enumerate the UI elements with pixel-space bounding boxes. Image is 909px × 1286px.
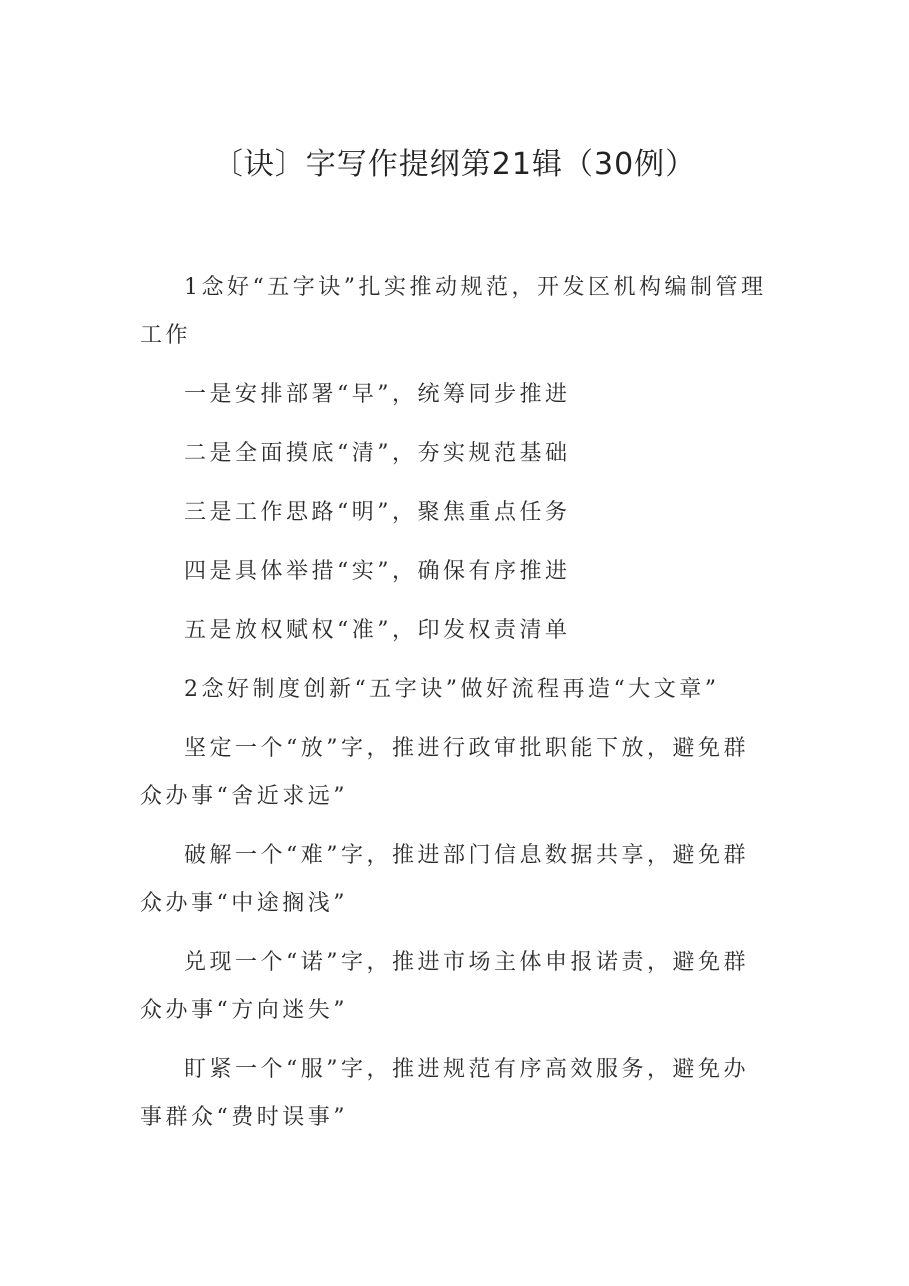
paragraph: 盯紧一个“服”字，推进规范有序高效服务，避免办事群众“费时误事” — [140, 1057, 749, 1130]
paragraph: 2念好制度创新“五字诀”做好流程再造“大文章” — [184, 677, 720, 702]
document-body — [140, 264, 772, 1153]
paragraph: 五是放权赋权“准”，印发权责清单 — [184, 618, 571, 643]
document-title: 〔诀〕字写作提纲第21辑（30例） — [212, 147, 697, 182]
paragraph: 一是安排部署“早”，统筹同步推进 — [184, 382, 571, 407]
paragraph: 破解一个“难”字，推进部门信息数据共享，避免群众办事“中途搁浅” — [140, 843, 749, 916]
paragraph: 兑现一个“诺”字，推进市场主体申报诺责，避免群众办事“方向迷失” — [140, 950, 749, 1023]
paragraph: 1念好“五字诀”扎实推动规范，开发区机构编制管理工作 — [140, 275, 767, 348]
paragraph: 三是工作思路“明”，聚焦重点任务 — [184, 500, 571, 525]
paragraph: 二是全面摸底“清”，夯实规范基础 — [184, 441, 571, 466]
paragraph: 四是具体举措“实”，确保有序推进 — [184, 559, 571, 584]
paragraph: 坚定一个“放”字，推进行政审批职能下放，避免群众办事“舍近求远” — [140, 736, 749, 809]
